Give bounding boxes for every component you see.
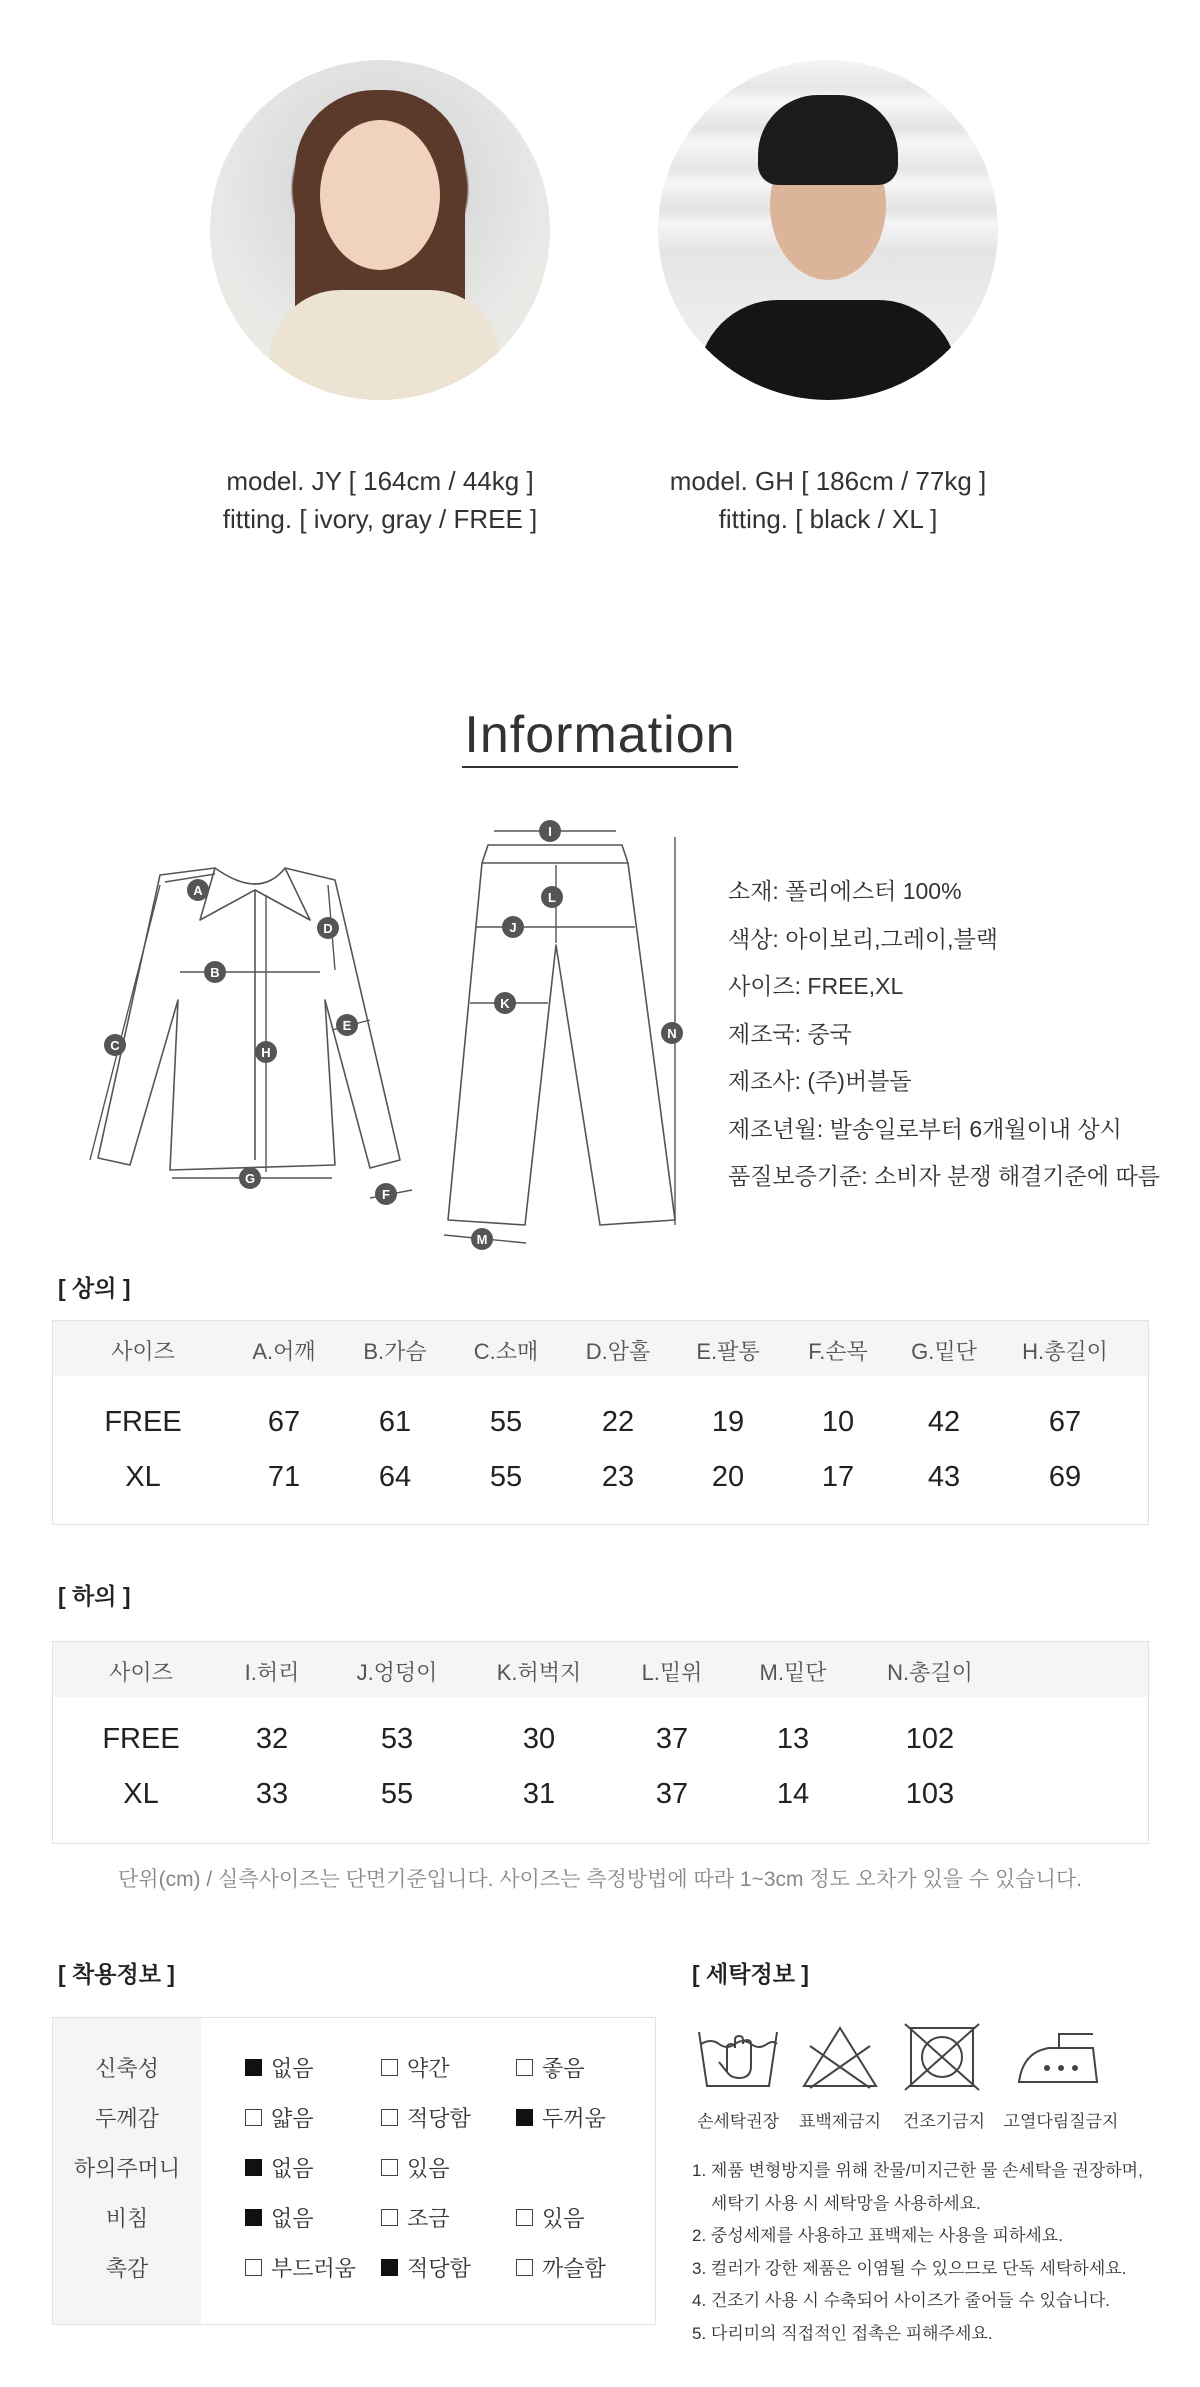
model-photo-gh xyxy=(658,60,998,400)
pants-measurement-diagram xyxy=(430,815,700,1255)
unchecked-box-icon xyxy=(245,2109,262,2126)
care-note: 세탁기 사용 시 세탁망을 사용하세요. xyxy=(692,2193,981,2213)
unchecked-box-icon xyxy=(381,2159,398,2176)
header-cell: 사이즈 xyxy=(111,1339,175,1364)
laundry-caption: 건조기금지 xyxy=(902,2112,986,2131)
wear-label-stretch: 신축성 xyxy=(95,2056,159,2081)
unchecked-box-icon xyxy=(516,2059,533,2076)
wear-label-sheerness: 비침 xyxy=(105,2206,149,2231)
laundry-caption: 손세탁권장 xyxy=(696,2112,780,2131)
option-checkbox: 조금 xyxy=(381,2202,450,2233)
option-checkbox: 있음 xyxy=(516,2202,585,2233)
header-cell: K.허벅지 xyxy=(496,1660,582,1685)
no-high-heat-iron-icon xyxy=(1013,2022,1103,2092)
header-cell: D.암홀 xyxy=(585,1339,651,1364)
option-checkbox: 적당함 xyxy=(381,2252,471,2283)
header-cell: N.총길이 xyxy=(887,1660,973,1685)
no-tumble-dry-icon xyxy=(903,2022,983,2092)
spec-material: 소재: 폴리에스터 100% xyxy=(728,878,962,904)
mark-label: G xyxy=(244,1171,256,1186)
information-title: Information xyxy=(0,705,1200,765)
spec-color: 색상: 아이보리,그레이,블랙 xyxy=(728,925,998,952)
laundry-caption: 표백제금지 xyxy=(798,2112,882,2131)
mark-label: A xyxy=(193,883,203,898)
spec-manufacturer: 제조사: (주)버블돌 xyxy=(728,1068,912,1094)
wear-label-texture: 촉감 xyxy=(105,2256,149,2281)
model-photo-jy xyxy=(210,60,550,400)
unchecked-box-icon xyxy=(381,2059,398,2076)
wearing-labels xyxy=(53,2018,201,2324)
laundry-care-notes xyxy=(692,2155,1143,2350)
option-checkbox: 없음 xyxy=(245,2152,314,2183)
mark-label: M xyxy=(476,1232,488,1247)
hand-wash-icon xyxy=(693,2022,783,2092)
mark-label: B xyxy=(210,965,220,980)
wear-label-pocket: 하의주머니 xyxy=(73,2156,181,2181)
table-header xyxy=(53,1321,1148,1376)
header-cell: L.밑위 xyxy=(641,1660,703,1685)
header-cell: I.허리 xyxy=(244,1660,300,1685)
model-info: model. JY [ 164cm / 44kg ] xyxy=(226,466,534,496)
care-note: 1. 제품 변형방지를 위해 찬물/미지근한 물 손세탁을 권장하며, xyxy=(692,2161,1143,2180)
checked-box-icon xyxy=(516,2109,533,2126)
mark-label: F xyxy=(382,1187,390,1202)
option-checkbox: 약간 xyxy=(381,2052,450,2083)
unchecked-box-icon xyxy=(516,2209,533,2226)
header-cell: G.밑단 xyxy=(911,1339,977,1364)
wearing-info-table xyxy=(52,2017,656,2325)
care-note: 2. 중성세제를 사용하고 표백제는 사용을 피하세요. xyxy=(692,2226,1063,2245)
checked-box-icon xyxy=(245,2159,262,2176)
header-cell: H.총길이 xyxy=(1022,1339,1108,1364)
mark-label: C xyxy=(110,1038,120,1053)
checked-box-icon xyxy=(245,2209,262,2226)
model-card-gh xyxy=(618,60,1038,538)
checked-box-icon xyxy=(245,2059,262,2076)
laundry-caption: 고열다림질금지 xyxy=(1003,2112,1119,2131)
unchecked-box-icon xyxy=(245,2259,262,2276)
model-section xyxy=(0,60,1200,560)
mark-label: L xyxy=(548,890,556,905)
model-fitting: fitting. [ ivory, gray / FREE ] xyxy=(222,504,538,534)
mark-label: J xyxy=(509,920,517,935)
care-note: 3. 컬러가 강한 제품은 이염될 수 있으므로 단독 세탁하세요. xyxy=(692,2258,1127,2278)
wearing-info-title: [ 착용정보 ] xyxy=(58,1961,175,1987)
option-checkbox: 있음 xyxy=(381,2152,450,2183)
bottom-size-table: 사이즈 I.허리 J.엉덩이 K.허벅지 L.밑위 M.밑단 N.총길이 FREE 32 53 30 37 13 102 XL 33 55 31 37 14 103 xyxy=(52,1641,1149,1844)
header-cell: F.손목 xyxy=(808,1339,868,1364)
model-card-jy xyxy=(170,60,590,538)
spec-country: 제조국: 중국 xyxy=(728,1020,852,1047)
option-checkbox: 까슬함 xyxy=(516,2252,606,2283)
care-note: 4. 건조기 사용 시 수축되어 사이즈가 줄어들 수 있습니다. xyxy=(692,2291,1110,2310)
mark-label: I xyxy=(548,824,552,839)
option-checkbox: 적당함 xyxy=(381,2102,471,2133)
mark-label: E xyxy=(342,1018,352,1033)
option-checkbox: 없음 xyxy=(245,2052,314,2083)
wear-label-thickness: 두께감 xyxy=(95,2106,159,2131)
checked-box-icon xyxy=(381,2259,398,2276)
mark-label: N xyxy=(667,1026,677,1041)
option-checkbox: 없음 xyxy=(245,2202,314,2233)
top-measurement-diagram xyxy=(70,860,420,1220)
option-checkbox: 얇음 xyxy=(245,2102,314,2133)
spec-date: 제조년월: 발송일로부터 6개월이내 상시 xyxy=(728,1115,1122,1142)
top-size-table: 사이즈 A.어깨 B.가슴 C.소매 D.암홀 E.팔통 F.손목 G.밑단 H.총길이 FREE 67 61 55 22 19 10 42 67 XL 71 64 55 23 20 17 43 69 xyxy=(52,1320,1149,1525)
spec-warranty: 품질보증기준: 소비자 분쟁 해결기준에 따름 xyxy=(728,1163,1160,1189)
bottom-size-title: [ 하의 ] xyxy=(58,1583,131,1609)
mark-label: K xyxy=(500,996,510,1011)
mark-label: D xyxy=(323,921,333,936)
header-cell: E.팔통 xyxy=(696,1339,760,1364)
option-checkbox: 좋음 xyxy=(516,2052,585,2083)
option-checkbox: 부드러움 xyxy=(245,2252,356,2283)
header-cell: 사이즈 xyxy=(109,1660,173,1685)
mark-label: H xyxy=(261,1045,271,1060)
unchecked-box-icon xyxy=(381,2209,398,2226)
header-cell: B.가슴 xyxy=(363,1339,427,1364)
unchecked-box-icon xyxy=(516,2259,533,2276)
unchecked-box-icon xyxy=(381,2109,398,2126)
option-checkbox: 두꺼움 xyxy=(516,2102,606,2133)
care-note: 5. 다리미의 직접적인 접촉은 피해주세요. xyxy=(692,2323,993,2343)
product-spec-list xyxy=(728,868,1160,1201)
spec-size: 사이즈: FREE,XL xyxy=(728,973,904,999)
model-info: model. GH [ 186cm / 77kg ] xyxy=(669,466,987,496)
size-note: 단위(cm) / 실측사이즈는 단면기준입니다. 사이즈는 측정방법에 따라 1~3cm 정도 오차가 있을 수 있습니다. xyxy=(118,1868,1082,1891)
header-cell: C.소매 xyxy=(473,1339,539,1364)
header-cell: A.어깨 xyxy=(252,1339,316,1364)
model-fitting: fitting. [ black / XL ] xyxy=(718,504,938,534)
header-cell: J.엉덩이 xyxy=(356,1660,438,1685)
top-size-title: [ 상의 ] xyxy=(58,1275,131,1301)
no-bleach-icon xyxy=(800,2022,880,2092)
table-header xyxy=(53,1642,1148,1697)
laundry-info-title: [ 세탁정보 ] xyxy=(692,1961,809,1987)
header-cell: M.밑단 xyxy=(759,1660,827,1685)
